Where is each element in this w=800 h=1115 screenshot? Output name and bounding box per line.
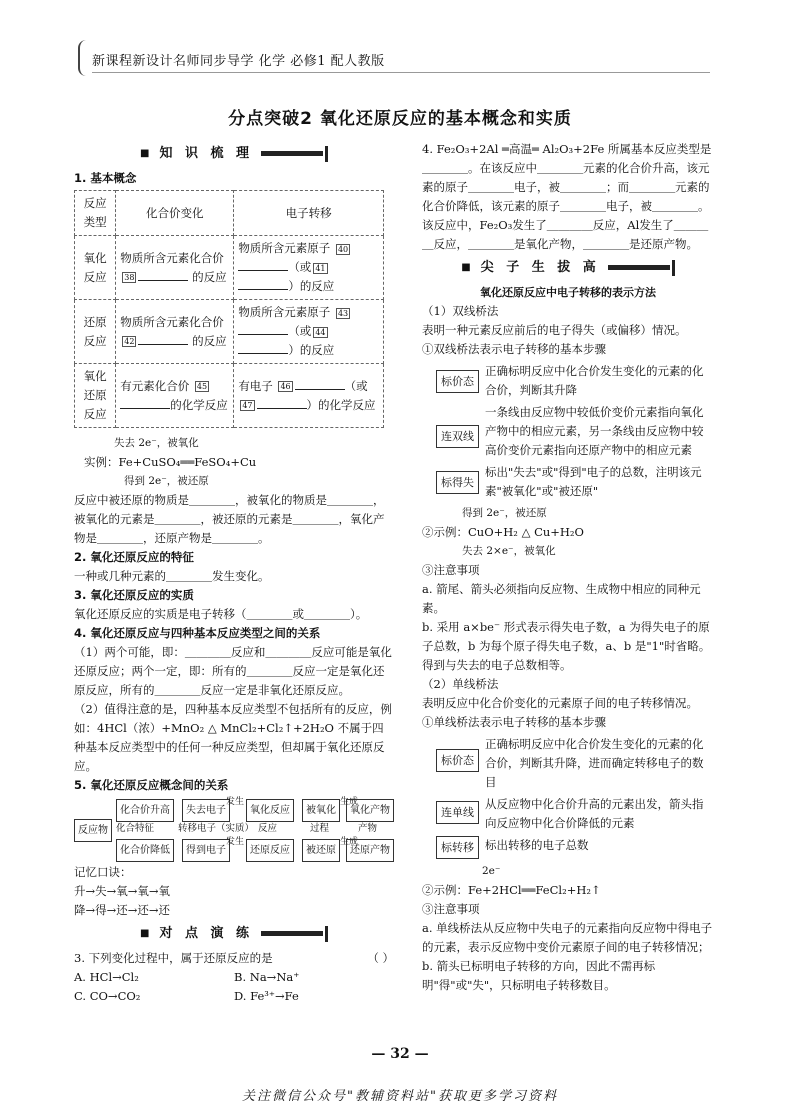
page-title: 分点突破2 氧化还原反应的基本概念和实质	[228, 109, 572, 129]
footer-note: 关注微信公众号"教辅资料站"获取更多学习资料	[242, 1089, 558, 1104]
section-knowledge	[74, 144, 394, 163]
note-a: a. 箭尾、箭头必须指向反应物、生成物中相应的同种元素。	[422, 582, 701, 615]
item-4-title: 4. 氧化还原反应与四种基本反应类型之间的关系	[74, 626, 321, 640]
item-4-text1: （1）两个可能，即：＿＿＿＿反应和＿＿＿＿反应可能是氧化还原反应；两个一定，即：所有的＿＿＿＿反应一定是氧化还原反应，所有的＿＿＿＿反应一定是非氧化还原反应。	[74, 645, 392, 697]
table-header: 反应类型	[75, 191, 116, 236]
step-box: 标价态	[436, 370, 479, 393]
step-row	[422, 795, 714, 833]
option-d[interactable]: D. Fe³⁺→Fe	[234, 989, 299, 1003]
answer-paren[interactable]: （ ）	[367, 951, 394, 965]
question-3: 3. 下列变化过程中，属于还原反应的是 （ ）	[74, 949, 394, 968]
step-text: 正确标明反应中化合价发生变化的元素的化合价，判断其升降，进而确定转移电子的数目	[485, 737, 704, 789]
flow-box: 化合价降低	[116, 839, 174, 862]
step-box: 标转移	[436, 836, 479, 859]
method-1-steps-title: ①双线桥法表示电子转移的基本步骤	[422, 342, 606, 356]
right-column	[422, 140, 714, 995]
table-cell: 物质所含元素化合价 42 的反应	[116, 300, 234, 364]
flow-box: 还原反应	[246, 839, 294, 862]
step-box: 连单线	[436, 801, 479, 824]
flow-label: 转移电子（实质）	[178, 823, 255, 834]
example-equation: 实例：Fe+CuSO₄══FeSO₄+Cu	[84, 455, 257, 469]
table-header: 化合价变化	[116, 191, 234, 236]
table-cell: 有元素化合价 45的化学反应	[116, 364, 234, 428]
example-top-label: 2e⁻	[482, 865, 501, 877]
table-cell: 物质所含元素原子 43（或 44）的反应	[234, 300, 384, 364]
option-c[interactable]: C. CO→CO₂	[74, 989, 141, 1003]
section-marker-icon: ■	[139, 148, 154, 159]
table-row	[75, 364, 384, 428]
step-row	[422, 735, 714, 792]
option-b[interactable]: B. Na→Na⁺	[234, 970, 300, 984]
step-text: 标出转移的电子总数	[485, 838, 589, 852]
step-row	[422, 836, 714, 859]
item-5-title: 5. 氧化还原反应概念间的关系	[74, 778, 229, 792]
flow-box: 被还原	[302, 839, 340, 862]
running-header: 新课程新设计名师同步导学 化学 必修1 配人教版	[92, 54, 385, 69]
method-1-title: （1）双线桥法	[422, 304, 499, 318]
notes-title: ③注意事项	[422, 902, 480, 916]
method-2-title: （2）单线桥法	[422, 677, 499, 691]
flow-label: 产物	[358, 823, 378, 834]
flow-box: 被氧化	[302, 799, 340, 822]
flow-label: 反应	[258, 823, 278, 834]
example-bottom-label: 失去 2×e⁻，被氧化	[462, 545, 556, 557]
table-cell: 氧化反应	[75, 236, 116, 300]
item-4-text2: （2）值得注意的是，四种基本反应类型不包括所有的反应，例如：4HCl（浓）+MnO₂ △ MnCl₂+Cl₂↑+2H₂O 不属于四种基本反应类型中的任何一种反应类型，但却属于氧化还原反应。	[74, 702, 392, 773]
step-row	[422, 463, 714, 501]
note-b: b. 采用 a×be⁻ 形式表示得失电子数，a 为得失电子的原子总数，b 为每个原子得失电子数，a、b 是"1"时省略。得到与失去的电子总数相等。	[422, 620, 711, 672]
method-2-steps-title: ①单线桥法表示电子转移的基本步骤	[422, 715, 606, 729]
flow-box: 得到电子	[182, 839, 230, 862]
answer-blank[interactable]	[120, 396, 170, 409]
answer-blank[interactable]	[257, 396, 307, 409]
flow-label: 发生	[226, 797, 245, 807]
page-number: — 32 —	[371, 1046, 429, 1062]
section-practice	[74, 924, 394, 943]
step-text: 一条线由反应物中较低价变价元素指向氧化产物中的相应元素，另一条线由反应物中较高价变价元素指向还原产物中的相应元素	[485, 405, 704, 457]
concept-flowchart	[74, 797, 394, 861]
question-4: 4. Fe₂O₃+2Al ═高温═ Al₂O₃+2Fe 所属基本反应类型是＿＿＿＿。在该反应中＿＿＿＿元素的化合价升高，该元素的原子＿＿＿＿电子，被＿＿＿＿；而＿＿＿＿元素的化合价降低，该元素的原子＿＿＿＿电子，被＿＿＿＿。该反应中，Fe₂O₃发生了＿＿＿＿反应，Al发生了＿＿＿＿反应，＿＿＿＿是氧化产物，＿＿＿＿是还原产物。	[422, 142, 712, 251]
flow-box: 氧化反应	[246, 799, 294, 822]
answer-blank[interactable]	[238, 341, 288, 354]
answer-blank[interactable]	[238, 277, 288, 290]
section-title: 知 识 梳 理	[159, 146, 254, 161]
flow-label: 化合特征	[116, 823, 155, 834]
item-1-title: 1. 基本概念	[74, 171, 137, 185]
step-box: 标得失	[436, 471, 479, 494]
flow-box: 氧化产物	[346, 799, 394, 822]
example-top-label: 失去 2e⁻，被氧化	[114, 437, 199, 449]
section-advanced	[422, 258, 714, 277]
flow-start: 反应物	[74, 819, 112, 842]
step-text: 正确标明反应中化合价发生变化的元素的化合价，判断其升降	[485, 364, 704, 397]
option-a[interactable]: A. HCl→Cl₂	[74, 970, 139, 984]
left-column	[74, 140, 394, 1006]
note-b: b. 箭头已标明电子转移的方向，因此不需再标明"得"或"失"，只标明电子转移数目。	[422, 959, 656, 992]
table-header: 电子转移	[234, 191, 384, 236]
mnemonic-title: 记忆口诀：	[74, 865, 132, 879]
step-row	[422, 403, 714, 460]
table-row	[75, 300, 384, 364]
step-box: 标价态	[436, 749, 479, 772]
item-3-title: 3. 氧化还原反应的实质	[74, 588, 194, 602]
answer-blank[interactable]	[295, 377, 345, 390]
mnemonic-line: 降→得→还→还→还	[74, 903, 171, 917]
mnemonic-line: 升→失→氧→氧→氧	[74, 884, 171, 898]
table-cell: 物质所含元素原子 40（或 41）的反应	[234, 236, 384, 300]
flow-label: 生成	[340, 797, 359, 807]
section-title: 对 点 演 练	[159, 926, 254, 941]
example-equation: ②示例：CuO+H₂ △ Cu+H₂O	[422, 525, 584, 539]
header-rule	[92, 72, 710, 73]
flow-box: 失去电子	[182, 799, 230, 822]
answer-blank[interactable]	[238, 322, 288, 335]
section-marker-icon: ■	[461, 262, 475, 273]
method-2-desc: 表明反应中化合价变化的元素原子间的电子转移情况。	[422, 696, 698, 710]
flow-box: 还原产物	[346, 839, 394, 862]
item-2-text: 一种或几种元素的＿＿＿＿发生变化。	[74, 569, 270, 583]
step-row	[422, 362, 714, 400]
example-top-label: 得到 2e⁻，被还原	[462, 507, 547, 519]
answer-blank[interactable]	[138, 268, 188, 281]
section-marker-icon: ■	[139, 928, 154, 939]
example-equation: ②示例：Fe+2HCl══FeCl₂+H₂↑	[422, 883, 601, 897]
note-a: a. 单线桥法从反应物中失电子的元素指向反应物中得电子的元素，表示反应物中变价元素原子间的电子转移情况；	[422, 921, 713, 954]
item-3-text: 氧化还原反应的实质是电子转移（＿＿＿＿或＿＿＿＿）。	[74, 607, 368, 621]
flow-label: 生成	[340, 837, 359, 847]
concept-table	[74, 190, 384, 428]
subsection-title: 氧化还原反应中电子转移的表示方法	[480, 286, 656, 299]
table-row	[75, 236, 384, 300]
method-1-desc: 表明一种元素反应前后的电子得失（或偏移）情况。	[422, 323, 687, 337]
options-row	[74, 987, 394, 1006]
example-question: 反应中被还原的物质是＿＿＿＿，被氧化的物质是＿＿＿＿，被氧化的元素是＿＿＿＿，被还原的元素是＿＿＿＿，氧化产物是＿＿＿＿，还原产物是＿＿＿＿。	[74, 493, 385, 545]
notes-title: ③注意事项	[422, 563, 480, 577]
section-title: 尖 子 生 拔 高	[480, 260, 600, 275]
step-text: 标出"失去"或"得到"电子的总数，注明该元素"被氧化"或"被还原"	[485, 465, 702, 498]
options-row	[74, 968, 394, 987]
example-bottom-label: 得到 2e⁻，被还原	[124, 475, 209, 487]
flow-label: 发生	[226, 837, 245, 847]
answer-blank[interactable]	[138, 332, 188, 345]
table-cell: 还原反应	[75, 300, 116, 364]
flow-box: 化合价升高	[116, 799, 174, 822]
table-cell: 物质所含元素化合价 38 的反应	[116, 236, 234, 300]
answer-blank[interactable]	[238, 258, 288, 271]
step-text: 从反应物中化合价升高的元素出发，箭头指向反应物中化合价降低的元素	[485, 797, 704, 830]
table-cell: 氧化还原反应	[75, 364, 116, 428]
item-2-title: 2. 氧化还原反应的特征	[74, 550, 194, 564]
table-cell: 有电子 46 （或47 ）的化学反应	[234, 364, 384, 428]
step-box: 连双线	[436, 425, 479, 448]
flow-label: 过程	[310, 823, 330, 834]
header-bracket	[78, 40, 90, 76]
